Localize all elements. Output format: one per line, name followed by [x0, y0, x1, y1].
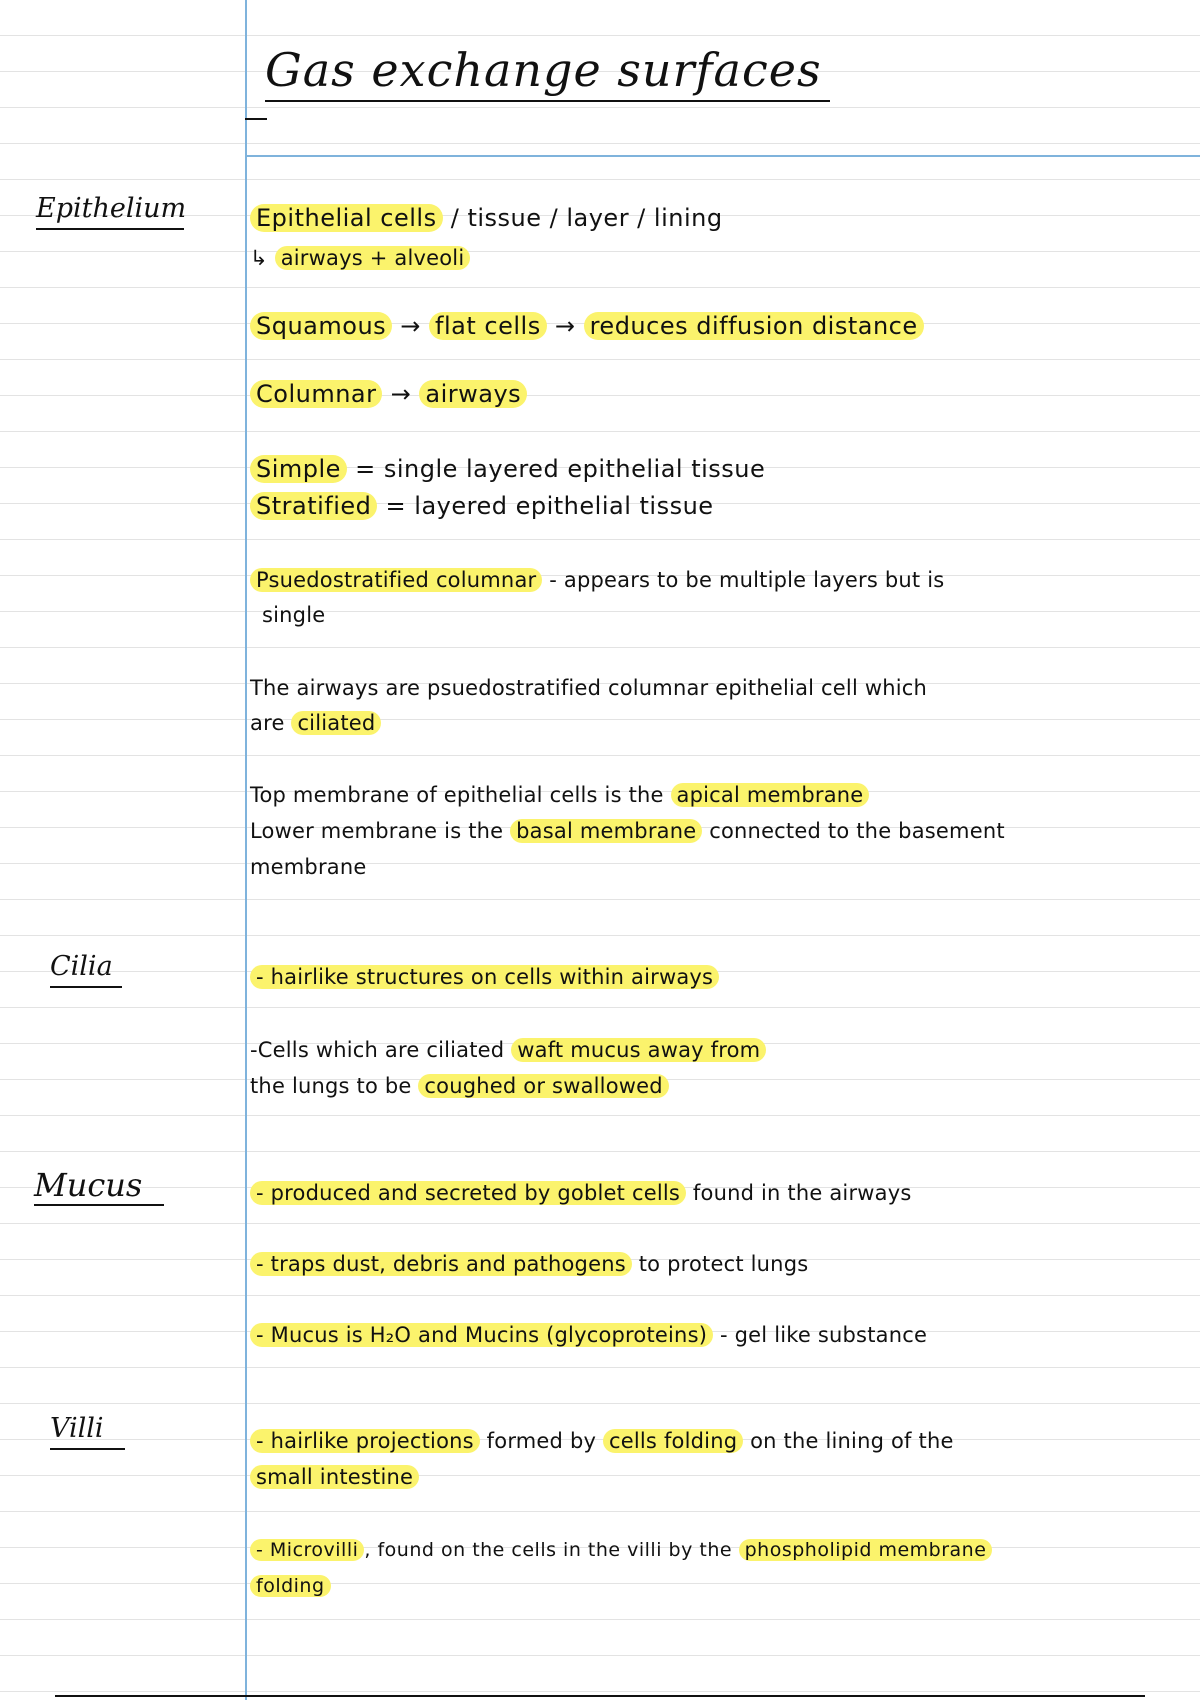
highlighted-text: ciliated	[291, 711, 381, 735]
highlighted-text: reduces diffusion distance	[584, 312, 924, 340]
note-text: on the lining of the	[743, 1429, 954, 1453]
highlighted-text: folding	[250, 1575, 331, 1597]
side-heading-cilia: Cilia	[50, 950, 122, 988]
note-text: - appears to be multiple layers but is	[542, 568, 945, 592]
title-rule	[245, 155, 1200, 157]
note-line	[250, 562, 1190, 598]
highlighted-text: - Microvilli	[250, 1539, 364, 1561]
highlighted-text: - hairlike structures on cells within airways	[250, 965, 719, 989]
highlighted-text: apical membrane	[671, 783, 870, 807]
note-text: = layered epithelial tissue	[377, 492, 714, 520]
bottom-rule	[55, 1695, 1145, 1697]
note-line	[250, 813, 1190, 849]
note-text: -Cells which are ciliated	[250, 1038, 512, 1062]
note-text: Lower membrane is the	[250, 819, 511, 843]
side-heading-villi: Villi	[50, 1412, 125, 1450]
highlighted-text: small intestine	[250, 1465, 419, 1489]
arrow-icon: →	[382, 380, 420, 408]
note-line	[250, 308, 1190, 344]
title-underline	[245, 118, 267, 120]
note-line	[250, 777, 1190, 813]
note-text: found in the airways	[686, 1181, 912, 1205]
highlighted-text: Squamous	[250, 312, 392, 340]
highlighted-text: phospholipid membrane	[739, 1539, 993, 1561]
note-line	[250, 1032, 1190, 1068]
highlighted-text: - hairlike projections	[250, 1429, 480, 1453]
margin-line	[245, 0, 247, 1700]
highlighted-text: waft mucus away from	[511, 1038, 766, 1062]
note-text: connected to the basement	[702, 819, 1005, 843]
side-heading-epithelium: Epithelium	[36, 192, 184, 230]
note-line	[250, 1568, 1190, 1604]
highlighted-text: flat cells	[429, 312, 547, 340]
note-text: single	[262, 603, 326, 627]
note-text: - gel like substance	[713, 1323, 928, 1347]
note-line	[250, 1175, 1190, 1211]
note-line	[250, 1246, 1190, 1282]
highlighted-text: coughed or swallowed	[418, 1074, 668, 1098]
note-line	[250, 959, 1190, 995]
highlighted-text: - Mucus is H₂O and Mucins (glycoproteins)	[250, 1323, 713, 1347]
page-title: Gas exchange surfaces	[265, 40, 830, 102]
note-text: are	[250, 711, 292, 735]
highlighted-text: airways	[419, 380, 527, 408]
note-text: to protect lungs	[631, 1252, 809, 1276]
arrow-icon: →	[392, 312, 430, 340]
note-text: membrane	[250, 855, 367, 879]
note-line	[250, 376, 1190, 412]
note-text: formed by	[479, 1429, 603, 1453]
note-line	[250, 240, 1190, 276]
highlighted-text: Stratified	[250, 492, 377, 520]
note-line	[250, 1532, 1190, 1568]
note-line	[250, 488, 1190, 524]
note-line	[250, 849, 1190, 885]
note-text: Top membrane of epithelial cells is the	[250, 783, 671, 807]
note-text: = single layered epithelial tissue	[346, 455, 766, 483]
note-text: , found on the cells in the villi by the	[364, 1539, 739, 1561]
note-line	[250, 1068, 1190, 1104]
note-text: The airways are psuedostratified columnar epithelial cell which	[250, 676, 928, 700]
arrow-icon: →	[546, 312, 584, 340]
note-line	[250, 451, 1190, 487]
note-line	[250, 1423, 1190, 1459]
highlighted-text: Simple	[250, 455, 347, 483]
note-line	[250, 1317, 1190, 1353]
highlighted-text: basal membrane	[510, 819, 702, 843]
highlighted-text: airways + alveoli	[275, 246, 471, 270]
side-heading-mucus: Mucus	[34, 1168, 164, 1206]
highlighted-text: - traps dust, debris and pathogens	[250, 1252, 632, 1276]
highlighted-text: cells folding	[603, 1429, 743, 1453]
note-text: the lungs to be	[250, 1074, 419, 1098]
highlighted-text: Epithelial cells	[250, 204, 443, 232]
note-line	[250, 670, 1190, 706]
note-line	[250, 200, 1190, 236]
note-text: / tissue / layer / lining	[442, 204, 723, 232]
highlighted-text: - produced and secreted by goblet cells	[250, 1181, 686, 1205]
arrow-icon: ↳	[250, 246, 268, 270]
highlighted-text: Psuedostratified columnar	[250, 568, 542, 592]
note-line	[250, 705, 1190, 741]
note-line	[250, 1459, 1190, 1495]
note-line	[262, 597, 1200, 633]
highlighted-text: Columnar	[250, 380, 382, 408]
